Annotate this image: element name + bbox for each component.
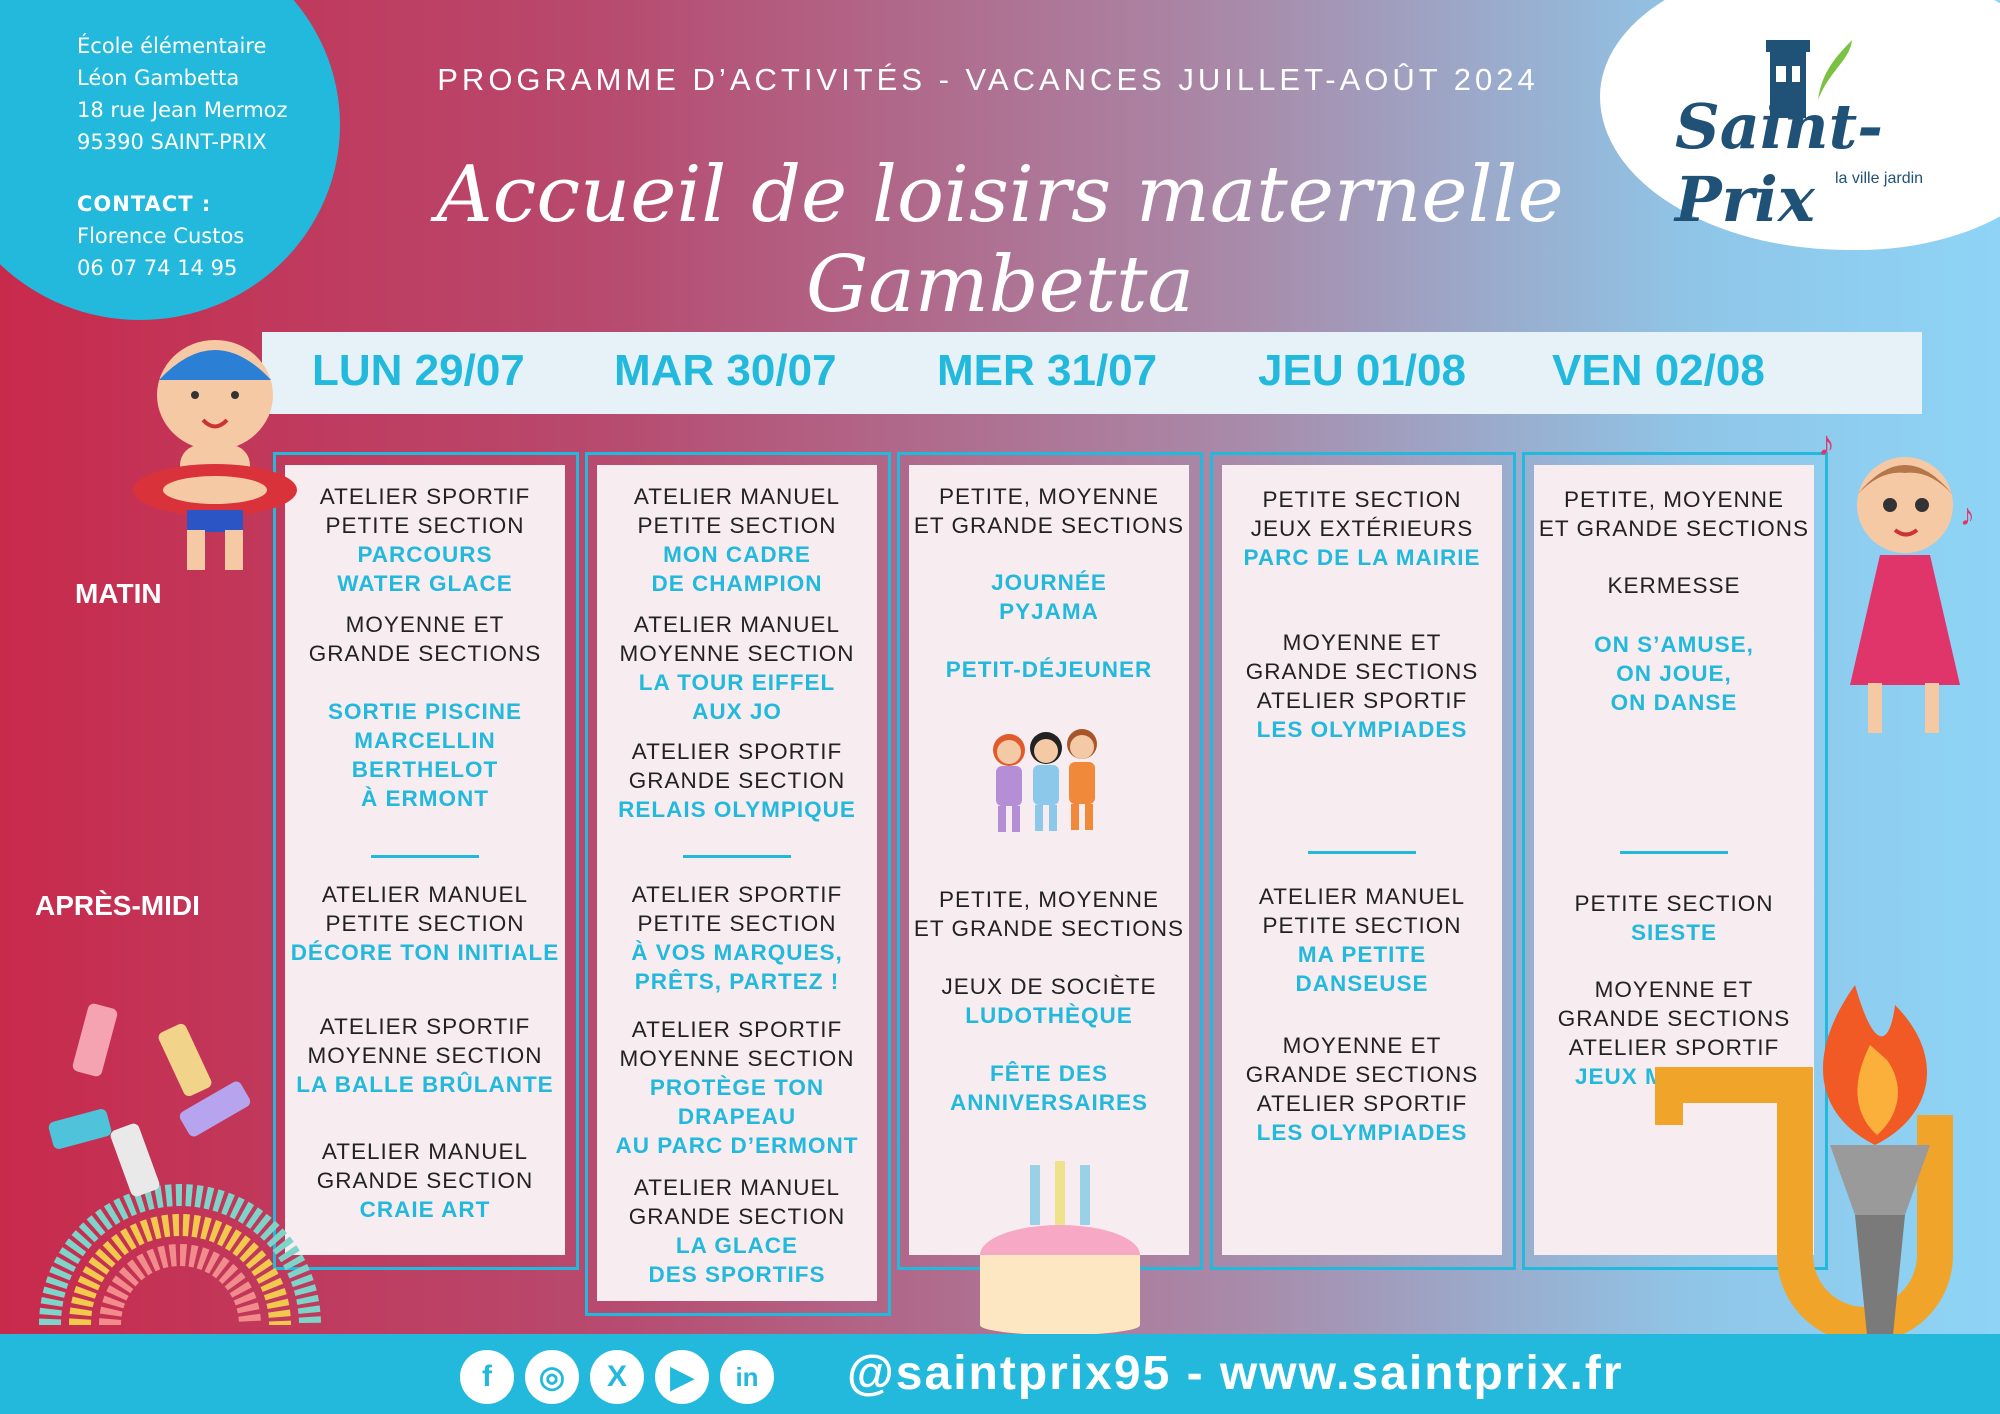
activity-block: PETIT-DÉJEUNER [945, 657, 1153, 682]
activity-block: MOYENNE ET GRANDE SECTIONS ATELIER SPORTIF LES OLYMPIADES [1245, 1033, 1479, 1145]
activity-block: SORTIE PISCINE MARCELLIN BERTHELOT À ERMONT [327, 699, 523, 811]
contact-person: Florence Custos [77, 224, 245, 248]
day-column-wed [909, 465, 1189, 1255]
day-label: VEN 02/08 [1552, 346, 1765, 395]
school-street: 18 rue Jean Mermoz [77, 98, 288, 122]
activity-block: ON S’AMUSE, ON JOUE, ON DANSE [1594, 632, 1754, 715]
activity-block: JEUX DE SOCIÈTE LUDOTHÈQUE [941, 974, 1157, 1028]
day-column-thu [1222, 465, 1502, 1255]
saint-prix-logo [1660, 30, 1980, 236]
separator [683, 855, 791, 858]
linkedin-icon[interactable]: in [720, 1350, 774, 1404]
youtube-icon[interactable]: ▶ [655, 1350, 709, 1404]
birthday-cake-illustration [970, 1155, 1150, 1335]
activity-block: ATELIER MANUEL PETITE SECTION DÉCORE TON INITIALE [290, 882, 560, 965]
activity-block: ATELIER SPORTIF MOYENNE SECTION PROTÈGE TON DRAPEAU AU PARC D’ERMONT [615, 1017, 859, 1158]
olympic-torch-illustration [1655, 965, 2000, 1335]
page-title: Accueil de loisirs maternelle Gambetta [436, 150, 1564, 330]
activity-block: ATELIER MANUEL PETITE SECTION MON CADRE DE CHAMPION [633, 484, 841, 596]
activity-block: ATELIER SPORTIF PETITE SECTION À VOS MARQUES, PRÊTS, PARTEZ ! [631, 882, 843, 994]
school-name: Léon Gambetta [77, 66, 240, 90]
dancing-girl-illustration [1810, 415, 2000, 745]
day-label: LUN 29/07 [312, 346, 525, 395]
swimmer-kid-illustration [125, 325, 305, 575]
activity-block: PETITE, MOYENNE ET GRANDE SECTIONS [913, 484, 1185, 538]
activity-block: FÊTE DES ANNIVERSAIRES [949, 1061, 1149, 1115]
instagram-icon[interactable]: ◎ [525, 1350, 579, 1404]
morning-label: MATIN [75, 578, 162, 609]
logo-name: Saint-Prix [1675, 90, 1883, 236]
activity-block: PETITE SECTION SIESTE [1574, 891, 1774, 945]
day-label: JEU 01/08 [1258, 346, 1466, 395]
program-subtitle: PROGRAMME D’ACTIVITÉS - VACANCES JUILLET-AOÛT 2024 [437, 62, 1539, 97]
activity-block: ATELIER SPORTIF MOYENNE SECTION LA BALLE BRÛLANTE [296, 1014, 554, 1097]
activity-block: ATELIER MANUEL PETITE SECTION MA PETITE DANSEUSE [1258, 884, 1466, 996]
contact-label: CONTACT : [77, 192, 212, 216]
website-handle[interactable]: @saintprix95 - www.saintprix.fr [847, 1347, 1624, 1400]
chalk-rainbow-illustration [20, 985, 340, 1325]
activity-block: PETITE, MOYENNE ET GRANDE SECTIONS [1538, 487, 1810, 541]
day-header-strip [262, 332, 1922, 414]
school-label: École élémentaire [77, 34, 267, 58]
activity-block: MOYENNE ET GRANDE SECTIONS [308, 612, 542, 666]
separator [371, 855, 479, 858]
logo-tagline: la ville jardin [1835, 170, 1924, 187]
afternoon-label: APRÈS-MIDI [35, 890, 200, 921]
activity-block: MOYENNE ET GRANDE SECTIONS ATELIER SPORTIF JEUX MUSICAUX [1557, 977, 1791, 1089]
day-label: MAR 30/07 [614, 346, 837, 395]
day-label: MER 31/07 [937, 346, 1158, 395]
activity-block: ATELIER MANUEL GRANDE SECTION LA GLACE DES SPORTIFS [628, 1175, 846, 1287]
kids-pyjama-illustration [984, 720, 1114, 840]
school-city: 95390 SAINT-PRIX [77, 130, 267, 154]
activity-block: ATELIER MANUEL GRANDE SECTION CRAIE ART [316, 1139, 534, 1222]
svg-text:♪: ♪ [1960, 499, 1975, 532]
activity-block: MOYENNE ET GRANDE SECTIONS ATELIER SPORTIF LES OLYMPIADES [1245, 630, 1479, 742]
svg-text:♪: ♪ [1818, 425, 1835, 463]
activity-block: PETITE, MOYENNE ET GRANDE SECTIONS [913, 887, 1185, 941]
activity-block: KERMESSE [1607, 573, 1741, 598]
activity-block: JOURNÉE PYJAMA [991, 570, 1107, 624]
day-column-tue [597, 465, 877, 1301]
activity-block: ATELIER MANUEL MOYENNE SECTION LA TOUR EIFFEL AUX JO [619, 612, 855, 724]
facebook-icon[interactable]: f [460, 1350, 514, 1404]
x-icon[interactable]: X [590, 1350, 644, 1404]
activity-block: ATELIER SPORTIF PETITE SECTION PARCOURS WATER GLACE [319, 484, 531, 596]
separator [1620, 851, 1728, 854]
contact-phone: 06 07 74 14 95 [77, 256, 238, 280]
separator [1308, 851, 1416, 854]
activity-block: PETITE SECTION JEUX EXTÉRIEURS PARC DE LA MAIRIE [1243, 487, 1481, 570]
activity-block: ATELIER SPORTIF GRANDE SECTION RELAIS OLYMPIQUE [618, 739, 856, 822]
